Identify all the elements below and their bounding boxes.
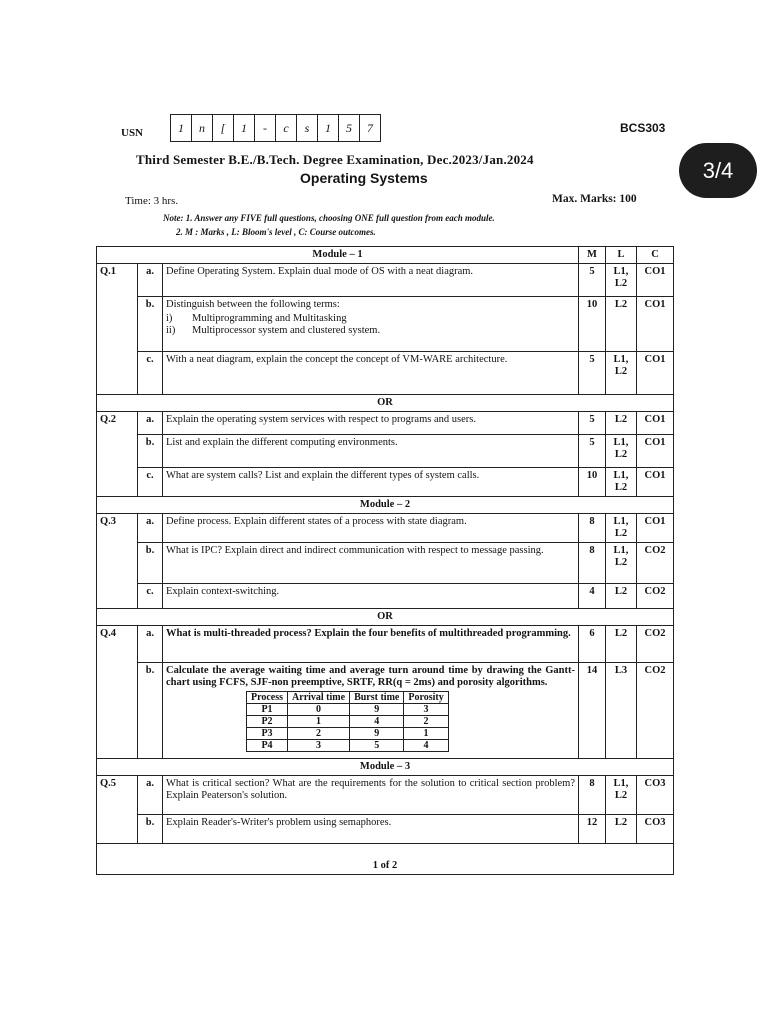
question-row xyxy=(97,297,674,352)
question-row xyxy=(97,815,674,844)
question-number-spacer xyxy=(97,815,138,844)
sub-label: c. xyxy=(138,584,163,609)
marks: 8 xyxy=(579,514,606,543)
course-outcome: CO2 xyxy=(637,584,674,609)
blooms-level: L2 xyxy=(606,297,637,352)
course-outcome: CO2 xyxy=(637,663,674,759)
list-text: Multiprogramming and Multitasking xyxy=(192,313,347,324)
course-outcome: CO1 xyxy=(637,435,674,468)
usn-char: n xyxy=(191,114,213,142)
arrival-header: Arrival time xyxy=(288,692,350,704)
column-m: M xyxy=(579,247,606,264)
process-cell: P4 xyxy=(247,740,288,752)
column-c: C xyxy=(637,247,674,264)
sub-label: a. xyxy=(138,514,163,543)
process-cell: P3 xyxy=(247,728,288,740)
usn-char: 1 xyxy=(317,114,339,142)
module-3-heading-row xyxy=(97,759,674,776)
question-text: What are system calls? List and explain the different types of system calls. xyxy=(163,468,579,497)
marks: 10 xyxy=(579,297,606,352)
sub-label: b. xyxy=(138,435,163,468)
marks: 14 xyxy=(579,663,606,759)
question-text: With a neat diagram, explain the concept the concept of VM-WARE architecture. xyxy=(163,352,579,395)
module-1-header-row xyxy=(97,247,674,264)
exam-title: Third Semester B.E./B.Tech. Degree Examination, Dec.2023/Jan.2024 xyxy=(136,152,534,167)
blooms-level: L1, L2 xyxy=(606,352,637,395)
marks: 5 xyxy=(579,264,606,297)
process-row xyxy=(247,728,449,740)
question-text: Define Operating System. Explain dual mode of OS with a neat diagram. xyxy=(163,264,579,297)
question-cell xyxy=(163,663,579,759)
question-row xyxy=(97,663,674,759)
arrival-cell: 1 xyxy=(288,716,350,728)
marks: 5 xyxy=(579,435,606,468)
page-number: 1 of 2 xyxy=(97,844,674,875)
process-cell: P2 xyxy=(247,716,288,728)
max-marks: Max. Marks: 100 xyxy=(552,193,637,205)
usn-char: 1 xyxy=(170,114,192,142)
blooms-level: L2 xyxy=(606,584,637,609)
usn-char: - xyxy=(254,114,276,142)
marks: 8 xyxy=(579,776,606,815)
burst-header: Burst time xyxy=(350,692,404,704)
blooms-level: L2 xyxy=(606,815,637,844)
sub-label: b. xyxy=(138,815,163,844)
marks: 5 xyxy=(579,352,606,395)
blooms-level: L2 xyxy=(606,412,637,435)
term-list xyxy=(166,313,575,337)
question-text: Calculate the average waiting time and average turn around time by drawing the Gantt-chart using FCFS, SJF-non preemptive, SRTF, RR(q = 2ms) and porosity algorithms. xyxy=(166,665,575,688)
blooms-level: L2 xyxy=(606,626,637,663)
footer-row xyxy=(97,844,674,875)
question-table xyxy=(96,246,674,875)
marks: 4 xyxy=(579,584,606,609)
list-item xyxy=(166,313,575,325)
question-cell xyxy=(163,297,579,352)
usn-char: 5 xyxy=(338,114,360,142)
course-outcome: CO1 xyxy=(637,514,674,543)
list-number: ii) xyxy=(166,325,176,336)
subject-title: Operating Systems xyxy=(300,170,428,186)
burst-cell: 4 xyxy=(350,716,404,728)
question-text: Distinguish between the following terms: xyxy=(166,299,340,310)
question-number: Q.1 xyxy=(97,264,138,395)
sub-label: a. xyxy=(138,264,163,297)
blooms-level: L3 xyxy=(606,663,637,759)
question-row xyxy=(97,514,674,543)
sub-label: b. xyxy=(138,663,163,759)
sub-label: a. xyxy=(138,776,163,815)
porosity-cell: 2 xyxy=(404,716,448,728)
question-row xyxy=(97,626,674,663)
blooms-level: L1, L2 xyxy=(606,435,637,468)
list-text: Multiprocessor system and clustered system. xyxy=(192,325,381,336)
marks: 6 xyxy=(579,626,606,663)
process-table xyxy=(246,691,449,752)
question-row xyxy=(97,264,674,297)
subject-code: BCS303 xyxy=(620,121,666,135)
porosity-header: Porosity xyxy=(404,692,448,704)
burst-cell: 9 xyxy=(350,728,404,740)
question-text: Explain context-switching. xyxy=(163,584,579,609)
sub-label: b. xyxy=(138,543,163,584)
sub-label: b. xyxy=(138,297,163,352)
marks: 8 xyxy=(579,543,606,584)
question-text: Explain Reader's-Writer's problem using semaphores. xyxy=(163,815,579,844)
module-2-heading: Module – 2 xyxy=(97,497,674,514)
column-l: L xyxy=(606,247,637,264)
sub-label: c. xyxy=(138,468,163,497)
question-number: Q.5 xyxy=(97,776,138,815)
or-separator-row xyxy=(97,609,674,626)
course-outcome: CO3 xyxy=(637,776,674,815)
process-row xyxy=(247,740,449,752)
sub-label: c. xyxy=(138,352,163,395)
list-number: i) xyxy=(166,313,173,324)
or-separator-row xyxy=(97,395,674,412)
module-2-heading-row xyxy=(97,497,674,514)
blooms-level: L1, L2 xyxy=(606,264,637,297)
blooms-level: L1, L2 xyxy=(606,543,637,584)
course-outcome: CO1 xyxy=(637,412,674,435)
or-label: OR xyxy=(97,609,674,626)
or-label: OR xyxy=(97,395,674,412)
page-badge: 3/4 xyxy=(679,143,757,198)
sub-label: a. xyxy=(138,412,163,435)
marks: 10 xyxy=(579,468,606,497)
question-text: List and explain the different computing environments. xyxy=(163,435,579,468)
question-text: What is critical section? What are the requirements for the solution to critical section problem? Explain Peaterson's solution. xyxy=(163,776,579,815)
usn-char: s xyxy=(296,114,318,142)
porosity-cell: 4 xyxy=(404,740,448,752)
course-outcome: CO1 xyxy=(637,468,674,497)
exam-time: Time: 3 hrs. xyxy=(125,195,179,207)
course-outcome: CO1 xyxy=(637,297,674,352)
arrival-cell: 3 xyxy=(288,740,350,752)
usn-char: [ xyxy=(212,114,234,142)
blooms-level: L1, L2 xyxy=(606,468,637,497)
course-outcome: CO1 xyxy=(637,352,674,395)
note-line-2: 2. M : Marks , L: Bloom's level , C: Course outcomes. xyxy=(176,227,376,237)
module-1-heading: Module – 1 xyxy=(97,247,579,264)
course-outcome: CO2 xyxy=(637,543,674,584)
marks: 5 xyxy=(579,412,606,435)
usn-char: 7 xyxy=(359,114,381,142)
usn-label: USN xyxy=(121,127,144,139)
process-row xyxy=(247,704,449,716)
list-item xyxy=(166,325,575,337)
course-outcome: CO1 xyxy=(637,264,674,297)
usn-char: 1 xyxy=(233,114,255,142)
note-line-1: Note: 1. Answer any FIVE full questions, choosing ONE full question from each module. xyxy=(163,213,495,223)
question-row xyxy=(97,543,674,584)
question-row xyxy=(97,468,674,497)
question-number: Q.4 xyxy=(97,626,138,759)
arrival-cell: 2 xyxy=(288,728,350,740)
usn-boxes xyxy=(170,114,380,142)
blooms-level: L1, L2 xyxy=(606,514,637,543)
sub-label: a. xyxy=(138,626,163,663)
burst-cell: 5 xyxy=(350,740,404,752)
course-outcome: CO2 xyxy=(637,626,674,663)
process-cell: P1 xyxy=(247,704,288,716)
course-outcome: CO3 xyxy=(637,815,674,844)
question-text: What is multi-threaded process? Explain the four benefits of multithreaded programming. xyxy=(163,626,579,663)
question-number: Q.2 xyxy=(97,412,138,497)
process-row xyxy=(247,716,449,728)
question-row xyxy=(97,412,674,435)
usn-char: c xyxy=(275,114,297,142)
arrival-cell: 0 xyxy=(288,704,350,716)
burst-cell: 9 xyxy=(350,704,404,716)
question-text: Explain the operating system services with respect to programs and users. xyxy=(163,412,579,435)
question-row xyxy=(97,776,674,815)
question-row xyxy=(97,435,674,468)
module-3-heading: Module – 3 xyxy=(97,759,674,776)
blooms-level: L1, L2 xyxy=(606,776,637,815)
porosity-cell: 1 xyxy=(404,728,448,740)
question-row xyxy=(97,352,674,395)
process-table-header xyxy=(247,692,449,704)
process-header: Process xyxy=(247,692,288,704)
question-row xyxy=(97,584,674,609)
question-text: Define process. Explain different states of a process with state diagram. xyxy=(163,514,579,543)
question-number: Q.3 xyxy=(97,514,138,609)
marks: 12 xyxy=(579,815,606,844)
porosity-cell: 3 xyxy=(404,704,448,716)
question-text: What is IPC? Explain direct and indirect communication with respect to message passing. xyxy=(163,543,579,584)
